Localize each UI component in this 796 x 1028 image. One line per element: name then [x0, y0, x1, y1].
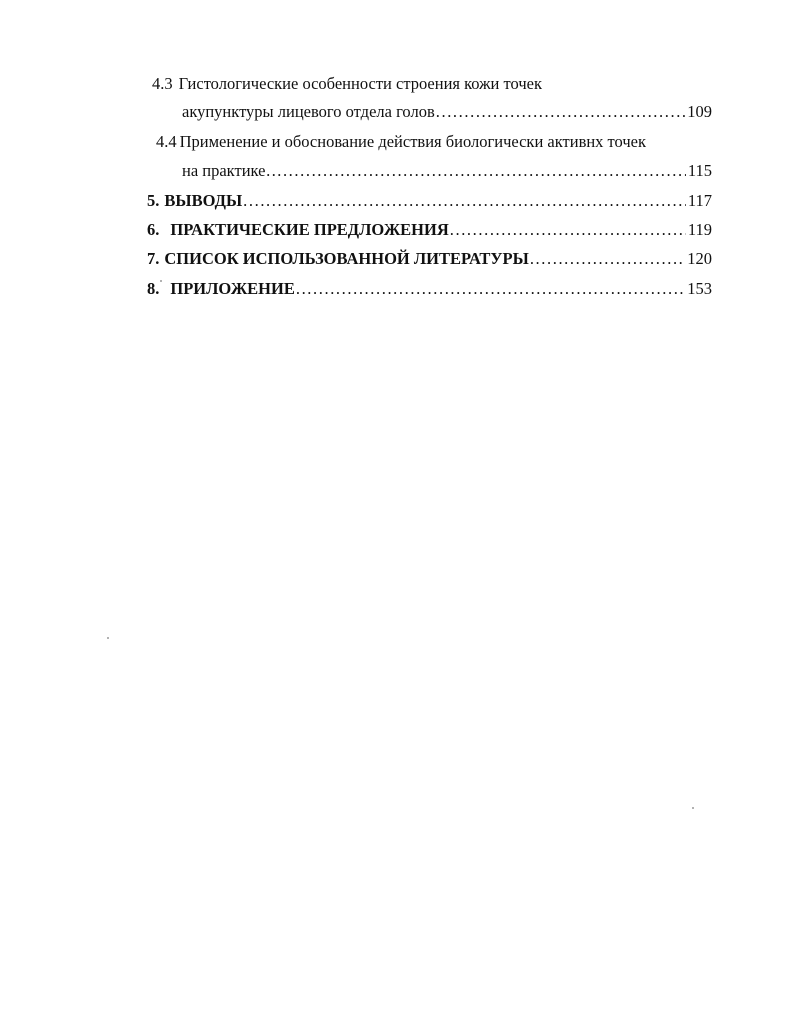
toc-page-number: 120 [687, 249, 712, 268]
toc-page-number: 153 [687, 279, 712, 298]
toc-entry-7 [147, 248, 712, 270]
dot-leader [436, 101, 686, 123]
dot-leader [530, 248, 685, 270]
toc-entry-4-4-line-1 [156, 131, 646, 153]
toc-entry-title-continued: на практике… [182, 161, 282, 180]
toc-entry-number: 4.4 [156, 132, 177, 151]
dot-leader [283, 160, 686, 182]
dot-leader [243, 190, 686, 212]
scan-speck [692, 807, 694, 809]
toc-entry-4-3-line-2 [182, 101, 712, 123]
toc-entry-title: ВЫВОДЫ [164, 191, 243, 210]
toc-entry-5 [147, 190, 712, 212]
toc-entry-4-3-line-1 [152, 73, 542, 95]
toc-page-number: 117 [687, 191, 712, 210]
toc-entry-title: ПРАКТИЧЕСКИЕ ПРЕДЛОЖЕНИЯ [170, 220, 449, 239]
toc-entry-title: ПРИЛОЖЕНИЕ [170, 279, 295, 298]
toc-entry-number: 6. [147, 220, 160, 239]
toc-entry-number: 8. [147, 279, 160, 298]
toc-entry-8 [147, 278, 712, 300]
dot-leader [296, 278, 685, 300]
toc-page-number: 109 [687, 102, 712, 121]
scan-speck [160, 280, 162, 282]
toc-entry-number: 5. [147, 191, 160, 210]
toc-page-number: 115 [687, 161, 712, 180]
toc-entry-title: Применение и обоснование действия биологически активнх точек [179, 132, 647, 151]
toc-entry-number: 4.3 [152, 74, 173, 93]
scan-speck [107, 637, 109, 639]
dot-leader [450, 219, 686, 241]
toc-entry-4-4-line-2 [182, 160, 712, 182]
toc-entry-6 [147, 219, 712, 241]
toc-entry-title-continued: акупунктуры лицевого отдела голов [182, 102, 435, 121]
toc-entry-title: СПИСОК ИСПОЛЬЗОВАННОЙ ЛИТЕРАТУРЫ [164, 249, 529, 268]
toc-page-number: 119 [687, 220, 712, 239]
toc-entry-title: Гистологические особенности строения кожи точек [178, 74, 542, 93]
toc-entry-number: 7. [147, 249, 160, 268]
